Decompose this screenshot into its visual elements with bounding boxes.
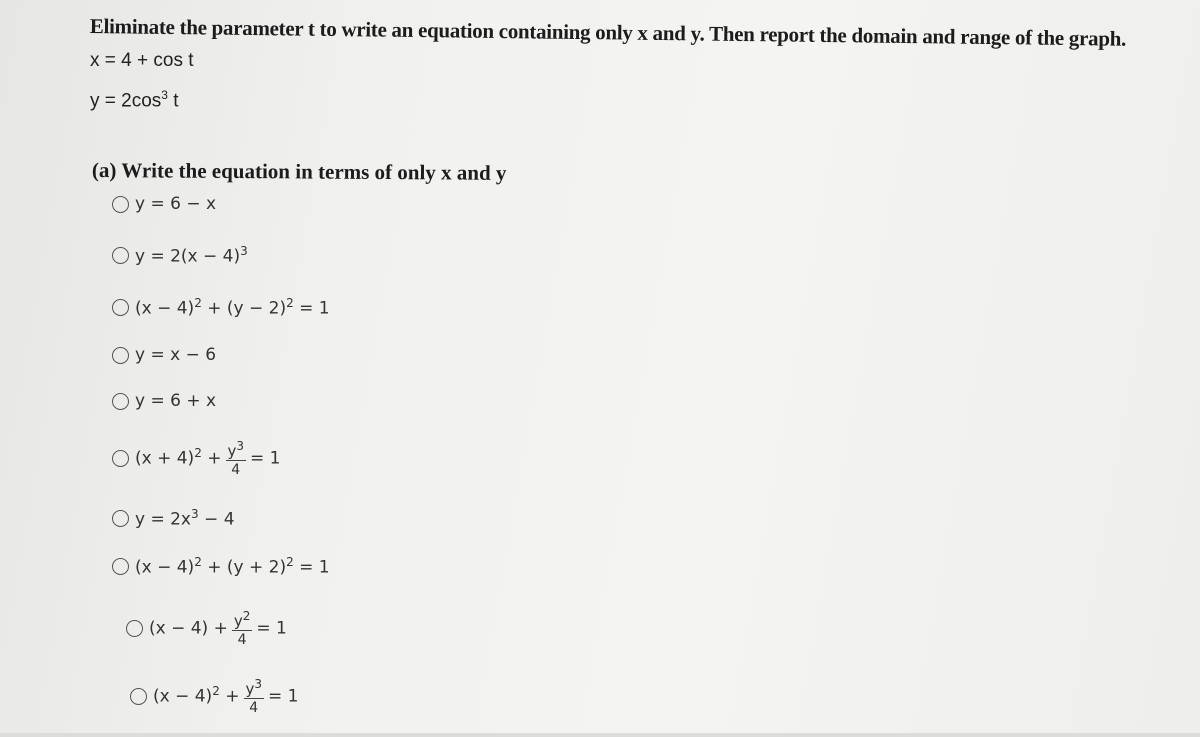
radio-button[interactable] (112, 510, 129, 527)
numerator-exponent: 3 (236, 439, 245, 453)
choice-tail: = 1 (256, 618, 287, 639)
page-bottom-edge (0, 733, 1200, 737)
choice-text-2: + (219, 686, 240, 707)
choice-label (135, 345, 216, 365)
radio-button[interactable] (112, 299, 129, 316)
equation-y-exponent: 3 (161, 88, 168, 102)
radio-button[interactable] (112, 393, 129, 410)
question-prompt: Eliminate the parameter t to write an equation containing only x and y. Then report the domain and range of the graph. (89, 14, 1127, 51)
radio-button[interactable] (112, 196, 129, 213)
choice-exponent: 3 (191, 507, 199, 521)
choice-exponent: 2 (194, 296, 202, 310)
choice-5[interactable] (112, 391, 216, 411)
fraction-numerator (232, 610, 253, 631)
choice-exponent: 2 (194, 555, 202, 569)
radio-button[interactable] (112, 558, 129, 575)
fraction-denominator: 4 (237, 632, 247, 648)
choice-text: (x − 4) (153, 686, 213, 707)
choice-text: y = 6 + x (135, 391, 217, 411)
radio-button[interactable] (112, 450, 129, 467)
choice-7[interactable] (112, 507, 235, 530)
choice-text-3: = 1 (293, 298, 330, 319)
choice-text: y = x − 6 (135, 345, 217, 365)
choice-text: (x − 4) (135, 298, 195, 319)
choice-text: y = 2x (135, 509, 191, 530)
radio-button[interactable] (126, 620, 143, 637)
choice-label (135, 296, 330, 319)
choice-label (153, 678, 299, 715)
numerator-var: y (245, 680, 255, 698)
choice-label (135, 391, 216, 411)
fraction (226, 440, 247, 477)
equation-y (90, 88, 179, 112)
choice-label (135, 507, 235, 530)
choice-tail: = 1 (268, 686, 299, 707)
equation-y-tail: t (167, 90, 179, 112)
equation-y-base: y = 2cos (90, 90, 162, 112)
choice-text-3: = 1 (293, 557, 330, 578)
fraction-denominator: 4 (249, 700, 259, 716)
choice-exponent: 3 (240, 244, 248, 258)
choice-text: (x + 4) (135, 448, 195, 469)
choice-tail: = 1 (250, 448, 281, 469)
choice-text: (x − 4) (135, 557, 195, 578)
choice-text: y = 2(x − 4) (135, 246, 241, 267)
choice-label (149, 610, 287, 647)
numerator-exponent: 3 (254, 677, 263, 691)
choice-label (135, 244, 248, 267)
choice-exponent: 2 (194, 445, 202, 460)
numerator-exponent: 2 (242, 609, 251, 623)
numerator-var: y (227, 442, 237, 460)
radio-button[interactable] (130, 688, 147, 705)
part-a-heading: (a) Write the equation in terms of only x and y (91, 158, 507, 185)
choice-6[interactable] (112, 440, 281, 477)
fraction-numerator (226, 440, 247, 461)
choice-text-2: + (y − 2) (201, 298, 287, 319)
choice-1[interactable] (112, 194, 216, 214)
fraction-numerator (244, 678, 265, 699)
numerator-var: y (233, 612, 243, 630)
choice-3[interactable] (112, 296, 330, 319)
radio-button[interactable] (112, 247, 129, 264)
choice-label (135, 555, 330, 578)
choice-10[interactable] (130, 678, 299, 715)
choice-text: y = 6 − x (135, 194, 217, 214)
choice-8[interactable] (112, 555, 330, 578)
fraction (232, 610, 253, 647)
choice-text: (x − 4) + (149, 618, 228, 639)
equation-x: x = 4 + cos t (90, 50, 194, 71)
choice-label (135, 194, 216, 214)
fraction (244, 678, 265, 715)
fraction-denominator: 4 (231, 462, 241, 478)
choice-exponent: 2 (212, 683, 220, 698)
choice-exponent-2: 2 (286, 555, 294, 569)
choice-2[interactable] (112, 244, 248, 267)
choice-text-2: + (y + 2) (201, 557, 287, 578)
choice-text-2: − 4 (198, 509, 235, 530)
choice-label (135, 440, 281, 477)
choice-text-2: + (201, 448, 222, 469)
choice-exponent-2: 2 (286, 296, 294, 310)
choice-9[interactable] (126, 610, 287, 647)
choice-4[interactable] (112, 345, 216, 365)
radio-button[interactable] (112, 347, 129, 364)
